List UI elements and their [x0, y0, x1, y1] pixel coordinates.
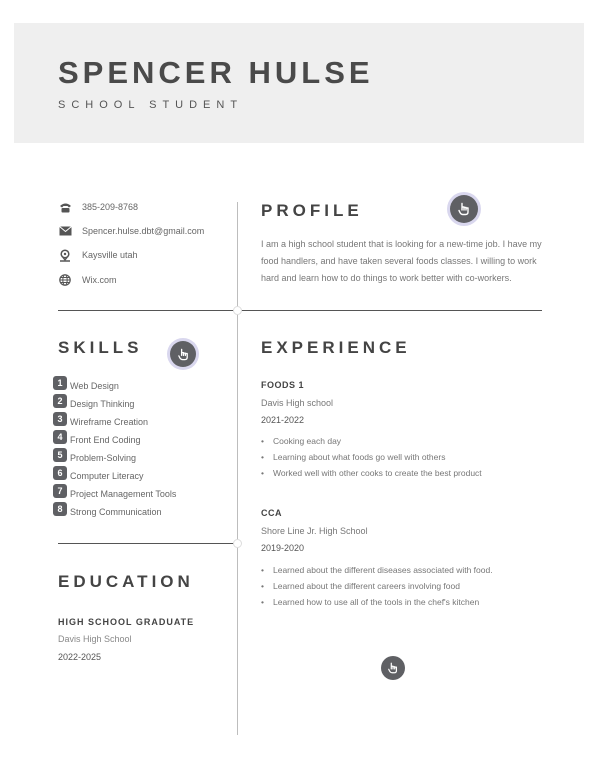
experience-heading: EXPERIENCE: [261, 338, 411, 357]
job-bullet: • Learning about what foods go well with others: [261, 449, 482, 465]
contact-email[interactable]: [58, 225, 204, 237]
contact-text: Spencer.hulse.dbt@gmail.com: [82, 226, 205, 236]
skill-badge: 8: [53, 502, 67, 516]
skill-badge: 6: [53, 466, 67, 480]
skill-badge: 3: [53, 412, 67, 426]
education-school: Davis High School: [58, 634, 132, 644]
job-bullet: • Learned about the different careers involving food: [261, 578, 493, 594]
skill-item: Front End Coding: [70, 435, 141, 445]
divider-top: [58, 310, 542, 311]
job-bullet: • Worked well with other cooks to create the best product: [261, 465, 482, 481]
envelope-icon: [58, 225, 72, 237]
job-dates: 2021-2022: [261, 415, 305, 425]
job-bullet: • Learned how to use all of the tools in the chef's kitchen: [261, 594, 493, 610]
hand-pointer-icon[interactable]: [170, 341, 196, 367]
skill-item: Computer Literacy: [70, 471, 144, 481]
profile-line: I am a high school student that is looking for a new-time job. I have my: [261, 239, 542, 249]
skill-item: Strong Communication: [70, 507, 162, 517]
skill-item: Problem-Solving: [70, 453, 137, 463]
person-name: SPENCER HULSE: [58, 55, 374, 90]
education-dates: 2022-2025: [58, 652, 102, 662]
globe-icon: [58, 274, 72, 286]
hand-pointer-icon[interactable]: [381, 656, 405, 680]
job-organization: Shore Line Jr. High School: [261, 526, 368, 536]
contact-website[interactable]: [58, 274, 117, 286]
contact-location: [58, 249, 138, 261]
job-dates: 2019-2020: [261, 543, 305, 553]
job-title: FOODS 1: [261, 380, 305, 390]
person-subtitle: SCHOOL STUDENT: [58, 99, 244, 111]
profile-heading: PROFILE: [261, 201, 363, 220]
contact-phone: [58, 201, 138, 213]
location-pin-icon: [58, 249, 72, 261]
profile-line: hard and learn how to do things to work better with co-workers.: [261, 273, 512, 283]
job-bullets: [261, 433, 482, 481]
contact-text: Kaysville utah: [82, 250, 138, 260]
skill-badge: 2: [53, 394, 67, 408]
divider-node: [233, 306, 242, 315]
job-bullet: • Learned about the different diseases associated with food.: [261, 562, 493, 578]
phone-icon: [58, 201, 72, 213]
column-divider: [237, 202, 238, 735]
divider-left-bottom: [58, 543, 235, 544]
skill-badge: 4: [53, 430, 67, 444]
skill-item: Web Design: [70, 381, 119, 391]
hand-pointer-icon[interactable]: [450, 195, 478, 223]
education-degree: HIGH SCHOOL GRADUATE: [58, 617, 195, 627]
skill-item: Project Management Tools: [70, 489, 177, 499]
profile-line: food handlers, and have taken several foods classes. I willing to work: [261, 256, 537, 266]
job-title: CCA: [261, 508, 282, 518]
skill-item: Design Thinking: [70, 399, 135, 409]
skill-badge: 1: [53, 376, 67, 390]
job-organization: Davis High school: [261, 398, 334, 408]
job-bullet: • Cooking each day: [261, 433, 482, 449]
skill-badge: 5: [53, 448, 67, 462]
job-bullets: [261, 562, 493, 610]
skill-item: Wireframe Creation: [70, 417, 149, 427]
contact-text: Wix.com: [82, 275, 117, 285]
header-banner: [14, 23, 584, 143]
skills-heading: SKILLS: [58, 338, 143, 357]
divider-node: [233, 539, 242, 548]
skill-badge: 7: [53, 484, 67, 498]
education-heading: EDUCATION: [58, 572, 194, 591]
profile-text: [261, 236, 551, 287]
contact-text: 385-209-8768: [82, 202, 139, 212]
